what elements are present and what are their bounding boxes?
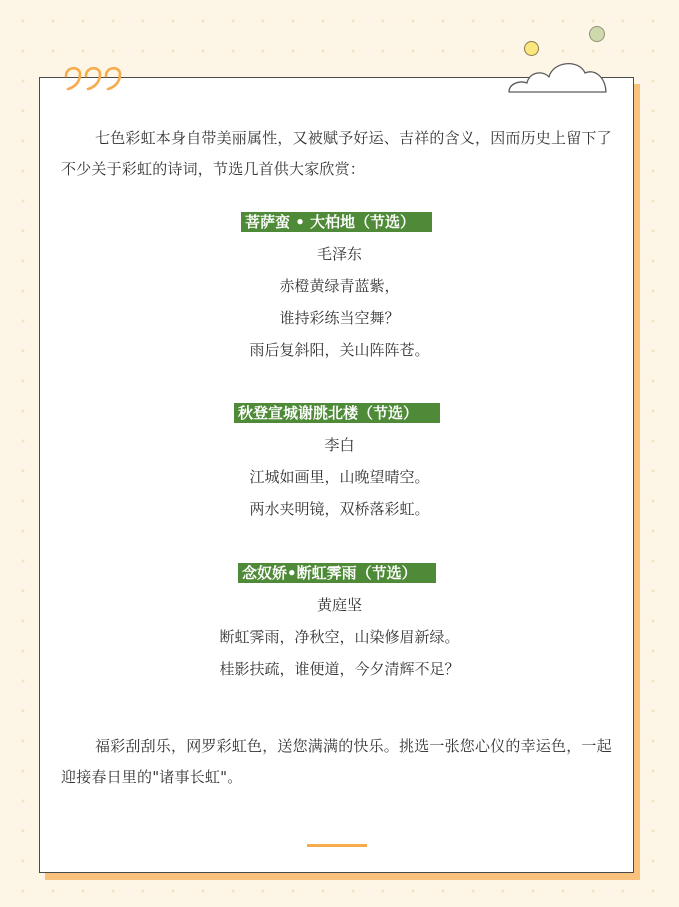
yellow-dot-icon [524, 41, 539, 56]
poem-3-author: 黄庭坚 [316, 596, 362, 614]
poem-1-author: 毛泽东 [316, 245, 362, 263]
poem-1-title: 菩萨蛮 • 大柏地（节选） [241, 212, 432, 232]
poem-3-title: 念奴娇•断虹霁雨（节选） [238, 563, 436, 583]
poem-1-line-1: 赤橙黄绿青蓝紫， [279, 277, 400, 295]
outro-paragraph: 福彩刮刮乐，网罗彩虹色，送您满满的快乐。挑选一张您心仪的幸运色，一起迎接春日里的"诸事长虹"。 [61, 737, 612, 786]
poem-3-line-1: 断虹霁雨，净秋空，山染修眉新绿。 [219, 628, 460, 646]
green-dot-icon [589, 26, 605, 42]
poem-3-line-2: 桂影扶疏，谁便道，今夕清辉不足？ [219, 660, 460, 678]
intro-paragraph: 七色彩虹本身自带美丽属性，又被赋予好运、吉祥的含义，因而历史上留下了不少关于彩虹的诗词，节选几首供大家欣赏： [61, 129, 612, 178]
poem-2-line-1: 江城如画里，山晚望晴空。 [249, 468, 430, 486]
poem-1-line-2: 谁持彩练当空舞？ [279, 309, 400, 327]
cloud-icon [506, 56, 610, 96]
poem-2-line-2: 两水夹明镜，双桥落彩虹。 [249, 500, 430, 518]
poem-1-line-3: 雨后复斜阳，关山阵阵苍。 [249, 341, 430, 359]
poem-2-title: 秋登宣城谢朓北楼（节选） [234, 403, 440, 423]
poem-2-author: 李白 [324, 436, 355, 454]
bottom-divider [307, 844, 367, 847]
swirl-icon [62, 62, 128, 92]
